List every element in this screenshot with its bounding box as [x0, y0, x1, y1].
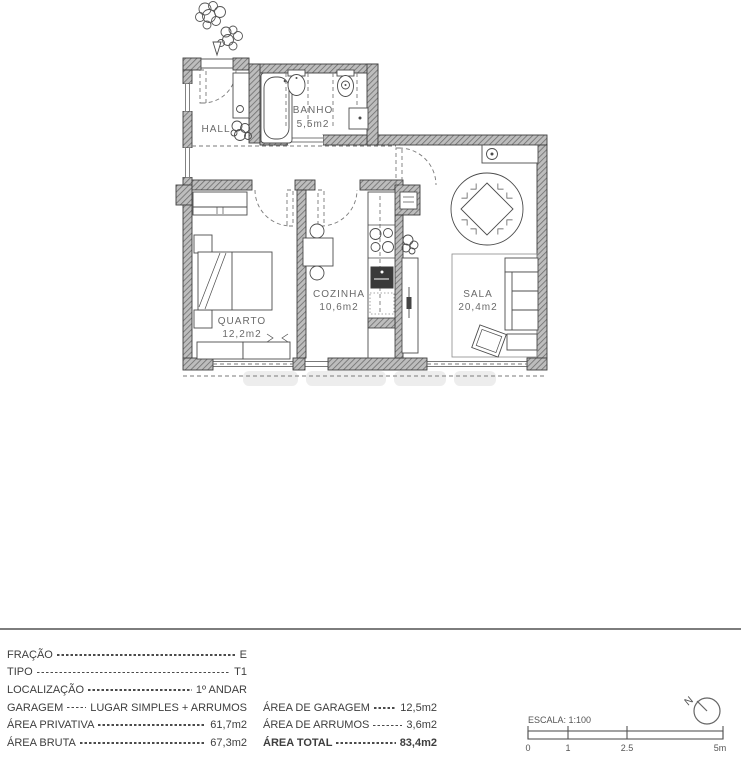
nightstand [194, 310, 212, 328]
scale-tick-1: 1 [565, 743, 571, 753]
leader-line [373, 725, 402, 727]
leader-line [374, 707, 396, 709]
bathroom-sliding-door [288, 135, 323, 145]
detail-value: 61,7m2 [210, 719, 247, 732]
detail-row [7, 716, 247, 734]
kitchen-sink-unit [371, 267, 393, 288]
kitchen-door [318, 190, 357, 226]
room-label-banho: BANHO [292, 105, 334, 116]
detail-value: LUGAR SIMPLES + ARRUMOS [90, 701, 247, 714]
detail-value: 83,4m2 [399, 736, 437, 749]
detail-label: ÁREA BRUTA [7, 736, 76, 749]
hall-cabinet [233, 73, 249, 118]
living-room-plant [402, 235, 418, 254]
detail-label: LOCALIZAÇÃO [7, 683, 85, 696]
detail-label: ÁREA DE ARRUMOS [263, 719, 370, 732]
detail-row [7, 664, 247, 682]
detail-row [7, 646, 247, 664]
leader-line [336, 742, 395, 744]
room-label-quarto: QUARTO [217, 316, 267, 327]
dining-table [461, 183, 513, 235]
tv-console [402, 258, 418, 353]
leader-line [88, 689, 192, 691]
bidet [337, 70, 354, 97]
side-table [507, 334, 537, 350]
pouf [472, 325, 507, 357]
detail-value: 12,5m2 [400, 701, 437, 714]
room-area-sala: 20,4m2 [458, 302, 498, 313]
detail-label: TIPO [7, 666, 33, 679]
scale-tick-2: 2.5 [620, 743, 634, 753]
scale-tick-0: 0 [525, 743, 531, 753]
living-room-door [396, 148, 436, 185]
bed [198, 252, 272, 310]
bedroom-wardrobe [193, 192, 247, 215]
nightstand [194, 235, 212, 253]
kitchen-chair [310, 266, 324, 280]
room-label-sala: SALA [463, 289, 493, 300]
room-label-hall: HALL [201, 124, 231, 135]
bathtub [261, 73, 292, 143]
property-details-right [263, 699, 437, 752]
watermark [243, 371, 496, 386]
sofa [505, 258, 538, 330]
leader-line [37, 672, 230, 674]
detail-label: ÁREA PRIVATIVA [7, 719, 95, 732]
detail-label: ÁREA DE GARAGEM [263, 701, 370, 714]
entry-arrow-icon [213, 42, 221, 55]
leader-line [67, 707, 86, 709]
hall-plant [231, 121, 252, 141]
detail-value: E [239, 648, 247, 661]
bedroom-dresser [197, 342, 290, 359]
detail-row-total [263, 734, 437, 752]
kitchen-table [303, 238, 333, 266]
scale-label: ESCALA: 1:100 [528, 715, 592, 725]
scale-tick-3: 5m [713, 743, 727, 753]
detail-row [7, 734, 247, 752]
bathroom-sink [349, 108, 368, 129]
detail-value: 67,3m2 [210, 736, 247, 749]
bedroom-door [255, 190, 293, 226]
detail-label: FRAÇÃO [7, 648, 53, 661]
property-details-left [7, 646, 247, 752]
toilet [288, 70, 305, 96]
detail-row [263, 717, 437, 735]
detail-value: T1 [234, 666, 247, 679]
detail-label: ÁREA TOTAL [263, 736, 333, 749]
room-label-cozinha: COZINHA [313, 289, 365, 300]
detail-value: 1º ANDAR [195, 683, 247, 696]
entry-door [200, 59, 236, 103]
room-area-banho: 5,5m2 [296, 119, 330, 130]
leader-line [98, 724, 206, 726]
north-arrow-icon [682, 694, 720, 724]
scale-bar [525, 715, 726, 753]
north-label: N [682, 694, 696, 709]
leader-line [80, 742, 206, 744]
detail-row [263, 699, 437, 717]
slippers-icon [267, 334, 288, 342]
detail-row [7, 681, 247, 699]
detail-value: 3,6m2 [406, 719, 437, 732]
kitchen-chair [310, 224, 324, 238]
room-area-quarto: 12,2m2 [222, 329, 262, 340]
room-area-cozinha: 10,6m2 [319, 302, 359, 313]
living-room-shelf [482, 145, 538, 163]
utility-panel [400, 192, 417, 209]
detail-label: GARAGEM [7, 701, 64, 714]
detail-row [7, 699, 247, 717]
leader-line [57, 654, 236, 656]
section-divider [0, 628, 741, 630]
